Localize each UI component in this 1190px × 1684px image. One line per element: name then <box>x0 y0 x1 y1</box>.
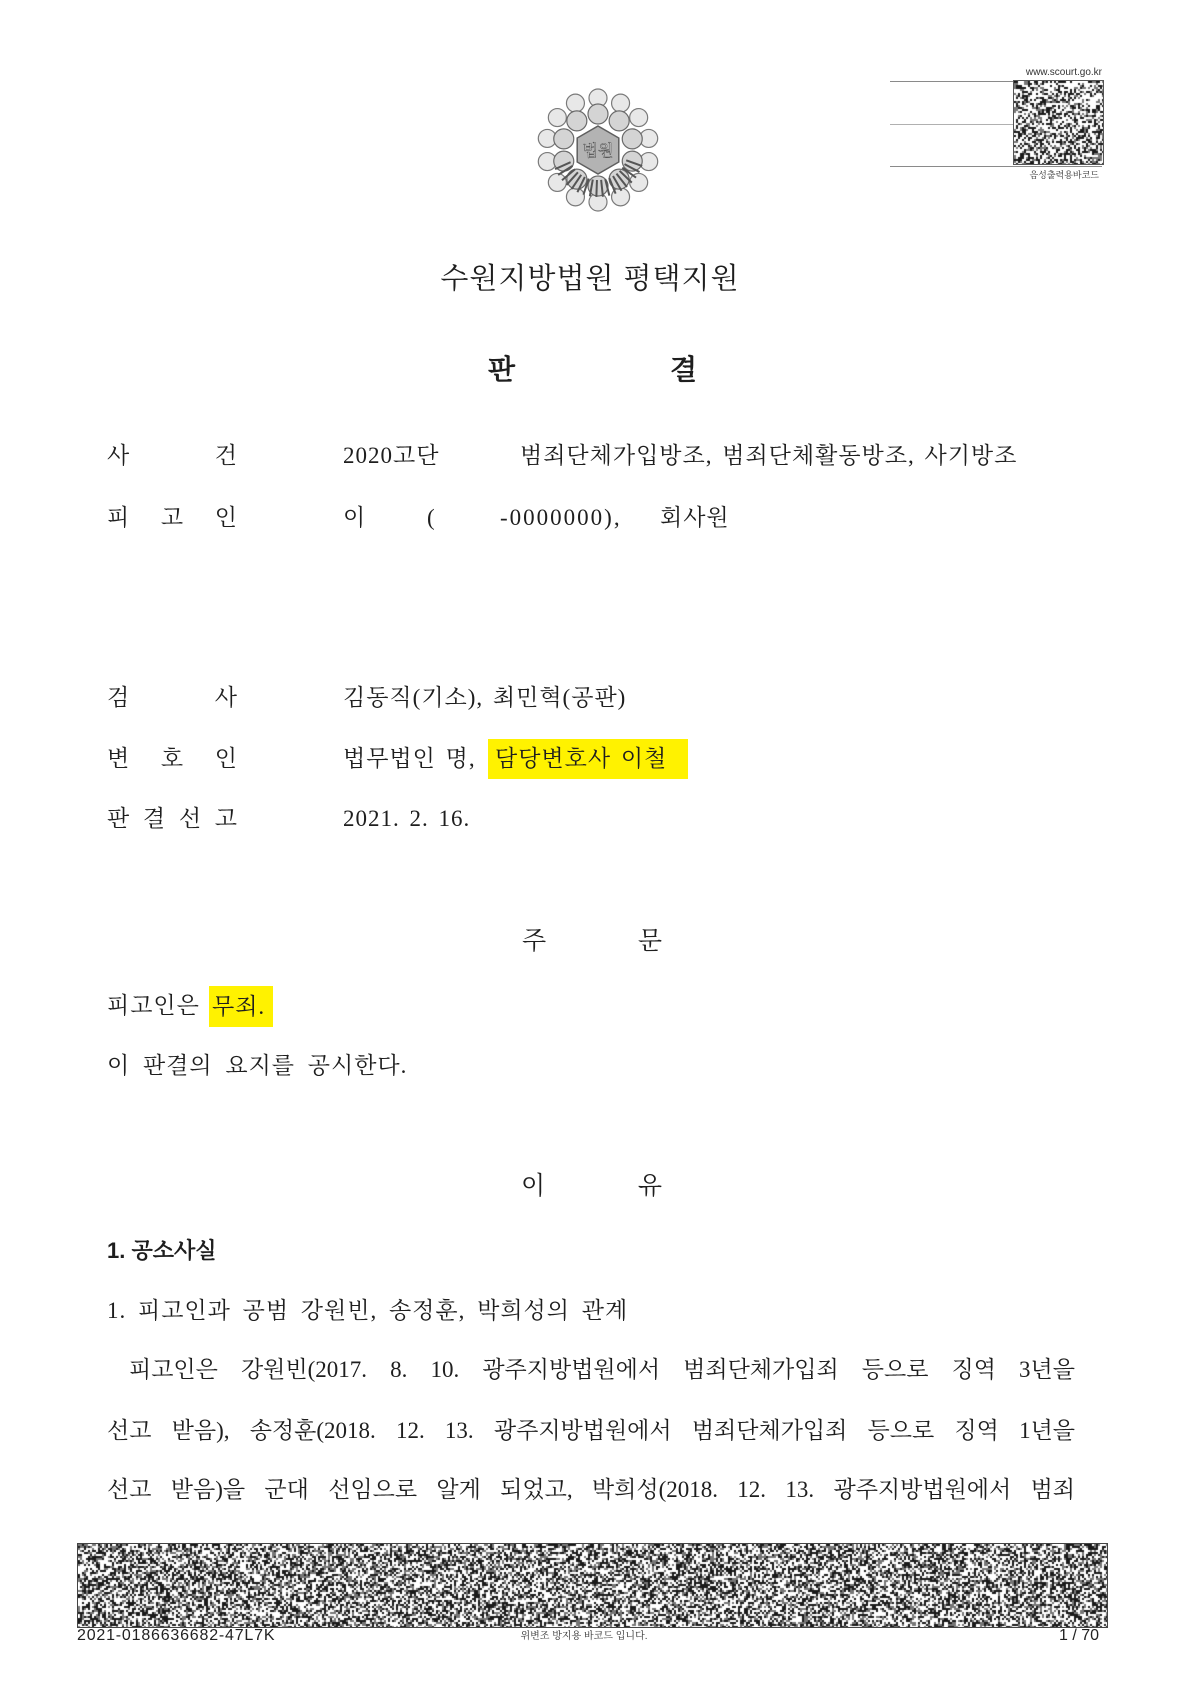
counsel-label <box>107 742 238 776</box>
reasons-heading <box>521 1168 662 1204</box>
seal-lettering: 법원 <box>582 143 614 160</box>
order-heading-char: 문 <box>637 927 662 955</box>
seal-stripe <box>596 180 597 197</box>
case-number: 2020고단 <box>343 443 440 468</box>
prosecutor-label-char: 사 <box>214 685 238 710</box>
barcode-rule-line <box>890 81 1013 82</box>
judgment-date-label-char: 선 <box>178 806 203 831</box>
document-title-char: 판 <box>488 354 516 385</box>
document-id: 2021-0186636682-47L7K <box>77 1627 276 1644</box>
seal-outer-petal <box>566 94 584 112</box>
document-title-char: 결 <box>669 354 697 385</box>
seal-outer-petal <box>630 109 648 127</box>
seal-inner-petal <box>588 104 608 124</box>
anti-forgery-barcode <box>77 1543 1108 1628</box>
case-label-char: 건 <box>214 443 238 468</box>
counsel-label-char: 호 <box>160 746 185 771</box>
counsel-label-char: 변 <box>107 746 131 771</box>
prosecutor-label <box>107 681 238 715</box>
judgment-date-label-char: 결 <box>142 806 167 831</box>
reasons-heading-char: 유 <box>637 1172 662 1200</box>
barcode-notice: 위변조 방지용 바코드 입니다. <box>520 1631 648 1642</box>
subsection-title: 1. 피고인과 공범 강원빈, 송정훈, 박희성의 관계 <box>107 1298 629 1323</box>
case-label <box>107 439 238 473</box>
voice-barcode-label: 음성출력용바코드 <box>1029 170 1099 180</box>
defendant-id-number: -0000000), <box>500 505 622 530</box>
court-name: 수원지방법원 평택지원 <box>440 263 740 295</box>
judgment-date-label <box>107 802 238 836</box>
verdict-highlighted: 무죄. <box>209 986 273 1027</box>
judgment-date-label-char: 고 <box>214 806 238 831</box>
defendant-occupation: 회사원 <box>660 505 730 530</box>
defendant-label-char: 피 <box>107 505 131 530</box>
page-number: 1 / 70 <box>1058 1627 1099 1644</box>
defendant-label-char: 고 <box>160 505 185 530</box>
seal-outer-petal <box>548 173 566 191</box>
defendant-label <box>107 501 238 535</box>
barcode-rule-line <box>890 166 1102 167</box>
prosecutor-label-char: 검 <box>107 685 131 710</box>
defendant-id-open: ( <box>427 505 436 530</box>
court-seal-logo <box>534 86 662 214</box>
seal-outer-petal <box>566 188 584 206</box>
judgment-date: 2021. 2. 16. <box>343 806 471 831</box>
publication-order: 이 판결의 요지를 공시한다. <box>107 1053 408 1078</box>
seal-outer-petal <box>548 109 566 127</box>
seal-inner-petal <box>622 129 642 149</box>
barcode-rule-line <box>890 124 1013 125</box>
prosecutor-names: 김동직(기소), 최민혁(공판) <box>343 685 627 710</box>
section-title: 1. 공소사실 <box>107 1238 217 1263</box>
case-name: 범죄단체가입방조, 범죄단체활동방조, 사기방조 <box>520 443 1018 468</box>
counsel-label-char: 인 <box>214 746 238 771</box>
seal-inner-petal <box>567 111 587 131</box>
reasons-heading-char: 이 <box>521 1172 546 1200</box>
paragraph-line: 피고인은 강원빈(2017. 8. 10. 광주지방법원에서 범죄단체가입죄 등으로 징역 3년을 <box>129 1357 1075 1382</box>
site-url: www.scourt.go.kr <box>1025 67 1102 78</box>
voice-output-barcode <box>1013 80 1104 165</box>
document-title <box>488 350 697 390</box>
paragraph-line: 선고 받음)을 군대 선임으로 알게 되었고, 박희성(2018. 12. 13. 광주지방법원에서 범죄 <box>107 1477 1075 1502</box>
case-label-char: 사 <box>107 443 131 468</box>
judgment-date-label-char: 판 <box>107 806 131 831</box>
seal-inner-petal <box>554 129 574 149</box>
verdict-prefix: 피고인은 <box>107 993 200 1018</box>
counsel-firm: 법무법인 명, <box>343 746 476 771</box>
defendant-name: 이 <box>343 505 367 530</box>
counsel-attorney-highlighted: 담당변호사 이철 <box>488 739 688 779</box>
order-heading-char: 주 <box>522 927 547 955</box>
seal-inner-petal <box>609 111 629 131</box>
order-heading <box>522 923 662 959</box>
seal-outer-petal <box>612 94 630 112</box>
defendant-label-char: 인 <box>214 505 238 530</box>
paragraph-line: 선고 받음), 송정훈(2018. 12. 13. 광주지방법원에서 범죄단체가입죄 등으로 징역 1년을 <box>107 1418 1075 1443</box>
